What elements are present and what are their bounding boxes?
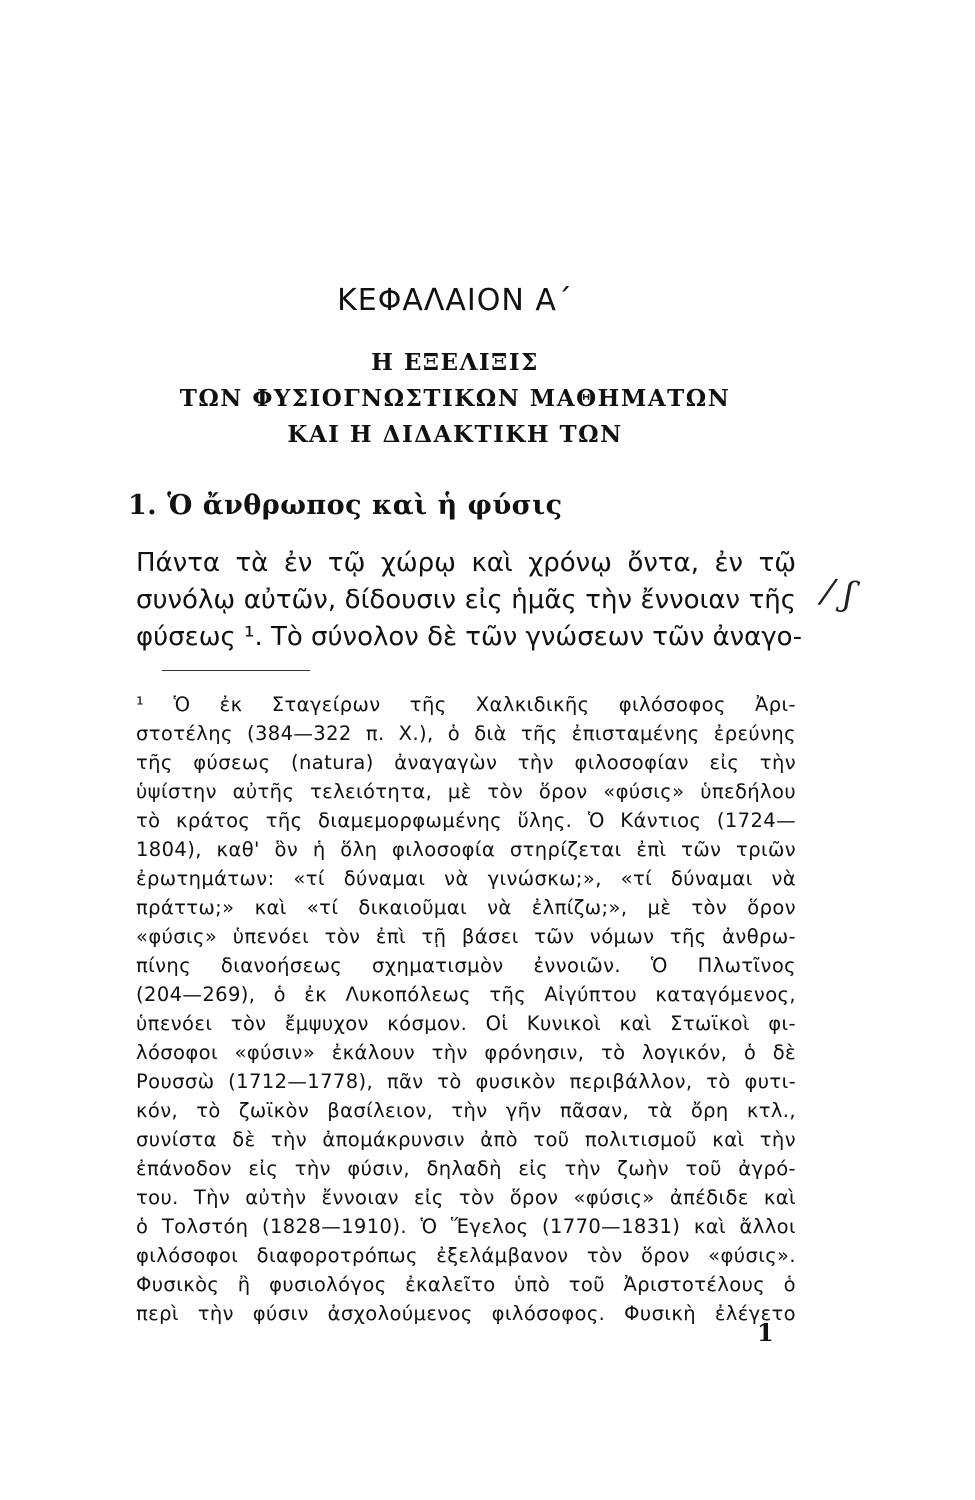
- chapter-title: [0, 345, 910, 453]
- footnote-line: ὑψίστην αὐτῆς τελειότητα, μὲ τὸν ὅρον «φύσις» ὑπεδήλου: [136, 780, 796, 803]
- body-line: φύσεως ¹. Τὸ σύνολον δὲ τῶν γνώσεων τῶν ἀναγο-: [136, 622, 802, 652]
- footnote-line: πίνης διανοήσεως σχηματισμὸν ἐννοιῶν. Ὁ Πλωτῖνος: [136, 954, 796, 977]
- footnote-line: τῆς φύσεως (natura) ἀναγαγὼν τὴν φιλοσοφίαν εἰς τὴν: [136, 751, 796, 774]
- footnote-line: ἐρωτημάτων: «τί δύναμαι νὰ γινώσκω;», «τί δύναμαι νὰ: [136, 867, 796, 890]
- footnote-line: περὶ τὴν φύσιν ἀσχολούμενος φιλόσοφος. Φυσικὴ ἐλέγετο: [136, 1302, 796, 1325]
- footnote-line: ἐπάνοδον εἰς τὴν φύσιν, δηλαδὴ εἰς τὴν ζωὴν τοῦ ἀγρό-: [136, 1157, 796, 1180]
- footnote-line: «φύσις» ὑπενόει τὸν ἐπὶ τῇ βάσει τῶν νόμων τῆς ἀνθρω-: [136, 925, 796, 948]
- title-line: ΚΑΙ Η ΔΙΔΑΚΤΙΚΗ ΤΩΝ: [287, 421, 623, 448]
- title-line: ΤΩΝ ΦΥΣΙΟΓΝΩΣΤΙΚΩΝ ΜΑΘΗΜΑΤΩΝ: [179, 385, 731, 412]
- footnote-line: ὑπενόει τὸν ἔμψυχον κόσμον. Οἱ Κυνικοὶ καὶ Στωϊκοὶ φι-: [136, 1012, 796, 1035]
- footnote-line: 1804), καθ' ὃν ἡ ὅλη φιλοσοφία στηρίζεται ἐπὶ τῶν τριῶν: [136, 838, 796, 861]
- footnote-line: (204—269), ὁ ἐκ Λυκοπόλεως τῆς Αἰγύπτου καταγόμενος,: [136, 983, 796, 1006]
- footnote-line: συνίστα δὲ τὴν ἀπομάκρυνσιν ἀπὸ τοῦ πολιτισμοῦ καὶ τὴν: [136, 1128, 796, 1151]
- chapter-label: ΚΕΦΑΛΑΙΟΝ Α΄: [337, 283, 573, 318]
- footnote-line: στοτέλης (384—322 π. Χ.), ὁ διὰ τῆς ἐπισταμένης ἐρεύνης: [136, 722, 796, 745]
- footnote-line: φιλόσοφοι διαφοροτρόπως ἐξελάμβανον τὸν ὅρον «φύσις».: [136, 1244, 796, 1267]
- margin-annotation: / ʃ: [819, 571, 857, 615]
- section-heading: 1. Ὁ ἄνθρωπος καὶ ἡ φύσις: [128, 490, 563, 521]
- footnote-line: του. Τὴν αὐτὴν ἔννοιαν εἰς τὸν ὅρον «φύσις» ἀπέδιδε καὶ: [136, 1186, 796, 1209]
- footnote-line: ¹ Ὁ ἐκ Σταγείρων τῆς Χαλκιδικῆς φιλόσοφος Ἀρι-: [136, 693, 796, 716]
- footnote-rule: [162, 670, 310, 671]
- footnote-line: Ρουσσὼ (1712—1778), πᾶν τὸ φυσικὸν περιβάλλον, τὸ φυτι-: [136, 1070, 796, 1093]
- body-line: Πάντα τὰ ἐν τῷ χώρῳ καὶ χρόνῳ ὄντα, ἐν τῷ: [136, 548, 796, 578]
- footnote-line: πράττω;» καὶ «τί δικαιοῦμαι νὰ ἐλπίζω;», μὲ τὸν ὅρον: [136, 896, 796, 919]
- title-line: Η ΕΞΕΛΙΞΙΣ: [371, 349, 539, 376]
- footnote-line: ὁ Τολστόη (1828—1910). Ὁ Ἕγελος (1770—1831) καὶ ἄλλοι: [136, 1215, 796, 1238]
- footnote-line: κόν, τὸ ζωϊκὸν βασίλειον, τὴν γῆν πᾶσαν, τὰ ὄρη κτλ.,: [136, 1099, 796, 1122]
- footnote-line: Φυσικὸς ἢ φυσιολόγος ἐκαλεῖτο ὑπὸ τοῦ Ἀριστοτέλους ὁ: [136, 1273, 796, 1296]
- footnote-line: τὸ κράτος τῆς διαμεμορφωμένης ὕλης. Ὁ Κάντιος (1724—: [136, 809, 796, 832]
- page-number: 1: [757, 1318, 774, 1347]
- footnote-line: λόσοφοι «φύσιν» ἐκάλουν τὴν φρόνησιν, τὸ λογικόν, ὁ δὲ: [136, 1041, 796, 1064]
- body-line: συνόλῳ αὐτῶν, δίδουσιν εἰς ἡμᾶς τὴν ἔννοιαν τῆς: [136, 585, 796, 615]
